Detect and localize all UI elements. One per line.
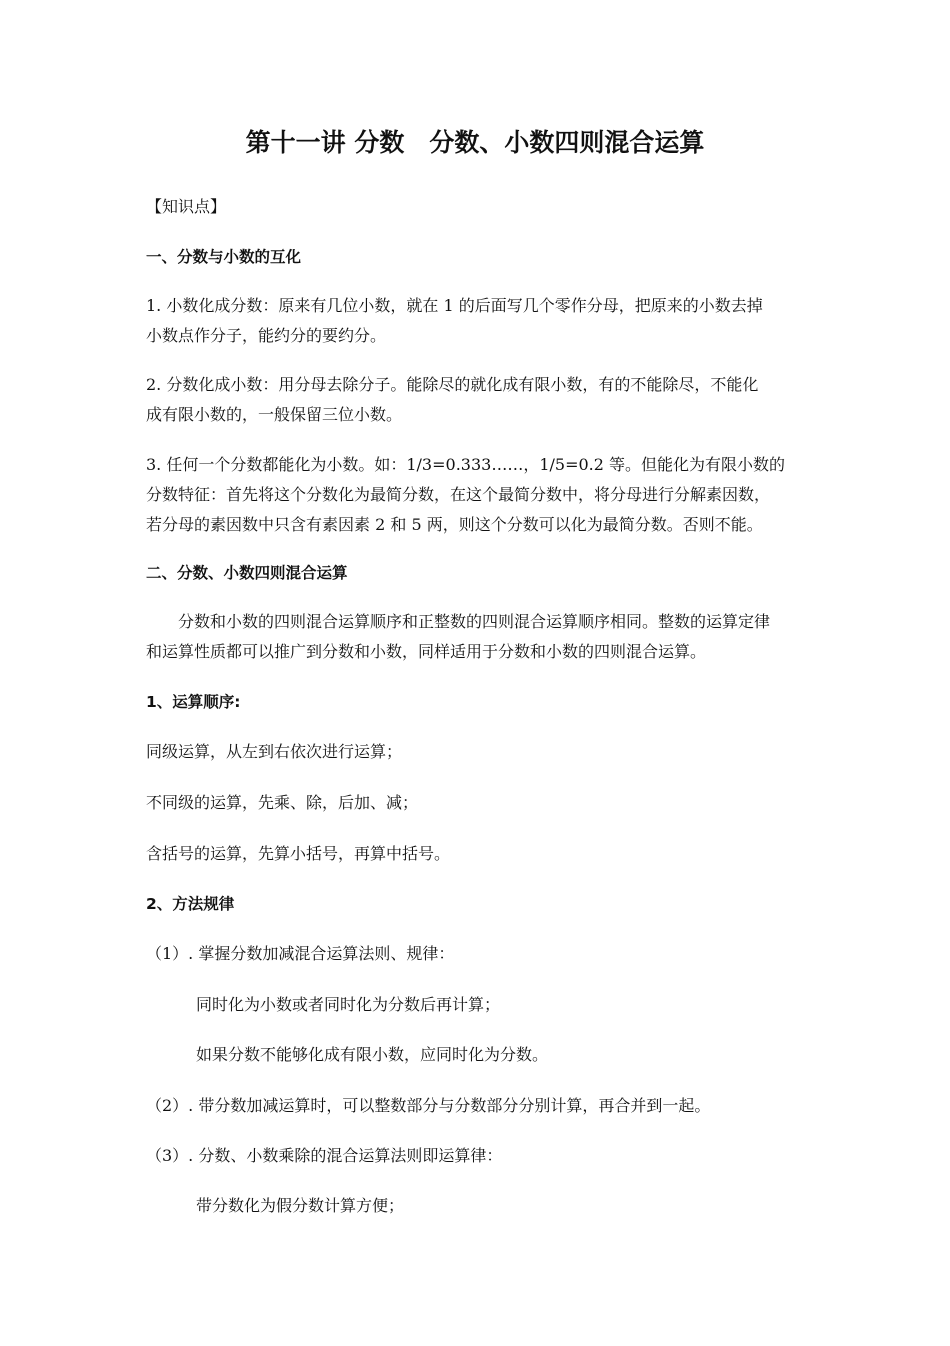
paragraph-1 <box>146 291 816 351</box>
method-3-point-a: 带分数化为假分数计算方便； <box>196 1196 405 1215</box>
method-2: （2）. 带分数加减运算时，可以整数部分与分数部分分别计算，再合并到一起。 <box>146 1096 711 1115</box>
page-title: 第十一讲 分数 分数、小数四则混合运算 <box>245 128 705 157</box>
section-2-heading: 二、分数、小数四则混合运算 <box>146 564 348 582</box>
method-1-point-b: 如果分数不能够化成有限小数，应同时化为分数。 <box>196 1045 549 1064</box>
method-1: （1）. 掌握分数加减混合运算法则、规律： <box>146 944 455 963</box>
section-2-intro <box>146 607 816 667</box>
intro-line-1: 分数和小数的四则混合运算顺序和正整数的四则混合运算顺序相同。整数的运算定律 <box>178 612 771 631</box>
paragraph-2 <box>146 370 816 430</box>
method-heading: 2、方法规律 <box>146 895 235 913</box>
paragraph-2-line-1: 2. 分数化成小数：用分母去除分子。能除尽的就化成有限小数，有的不能除尽，不能化 <box>146 375 759 394</box>
section-1-heading: 一、分数与小数的互化 <box>146 248 302 266</box>
paragraph-3-line-3: 若分母的素因数中只含有素因素 2 和 5 两，则这个分数可以化为最简分数。否则不能。 <box>146 515 763 534</box>
order-item-1: 同级运算，从左到右依次进行运算； <box>146 742 403 761</box>
order-heading: 1、运算顺序: <box>146 693 241 711</box>
paragraph-1-line-2: 小数点作分子，能约分的要约分。 <box>146 326 387 345</box>
paragraph-3-line-1: 3. 任何一个分数都能化为小数。如：1/3=0.333……，1/5=0.2 等。但能化为有限小数的 <box>146 455 786 474</box>
paragraph-1-line-1: 1. 小数化成分数：原来有几位小数，就在 1 的后面写几个零作分母，把原来的小数去掉 <box>146 296 763 315</box>
knowledge-label: 【知识点】 <box>146 197 227 216</box>
paragraph-3-line-2: 分数特征：首先将这个分数化为最简分数，在这个最简分数中，将分母进行分解素因数， <box>146 485 771 504</box>
method-3: （3）. 分数、小数乘除的混合运算法则即运算律： <box>146 1146 503 1165</box>
paragraph-2-line-2: 成有限小数的，一般保留三位小数。 <box>146 405 403 424</box>
intro-line-2: 和运算性质都可以推广到分数和小数，同样适用于分数和小数的四则混合运算。 <box>146 642 707 661</box>
paragraph-3 <box>146 450 816 540</box>
method-1-point-a: 同时化为小数或者同时化为分数后再计算； <box>196 995 501 1014</box>
order-item-3: 含括号的运算，先算小括号，再算中括号。 <box>146 844 451 863</box>
order-item-2: 不同级的运算，先乘、除，后加、减； <box>146 793 419 812</box>
